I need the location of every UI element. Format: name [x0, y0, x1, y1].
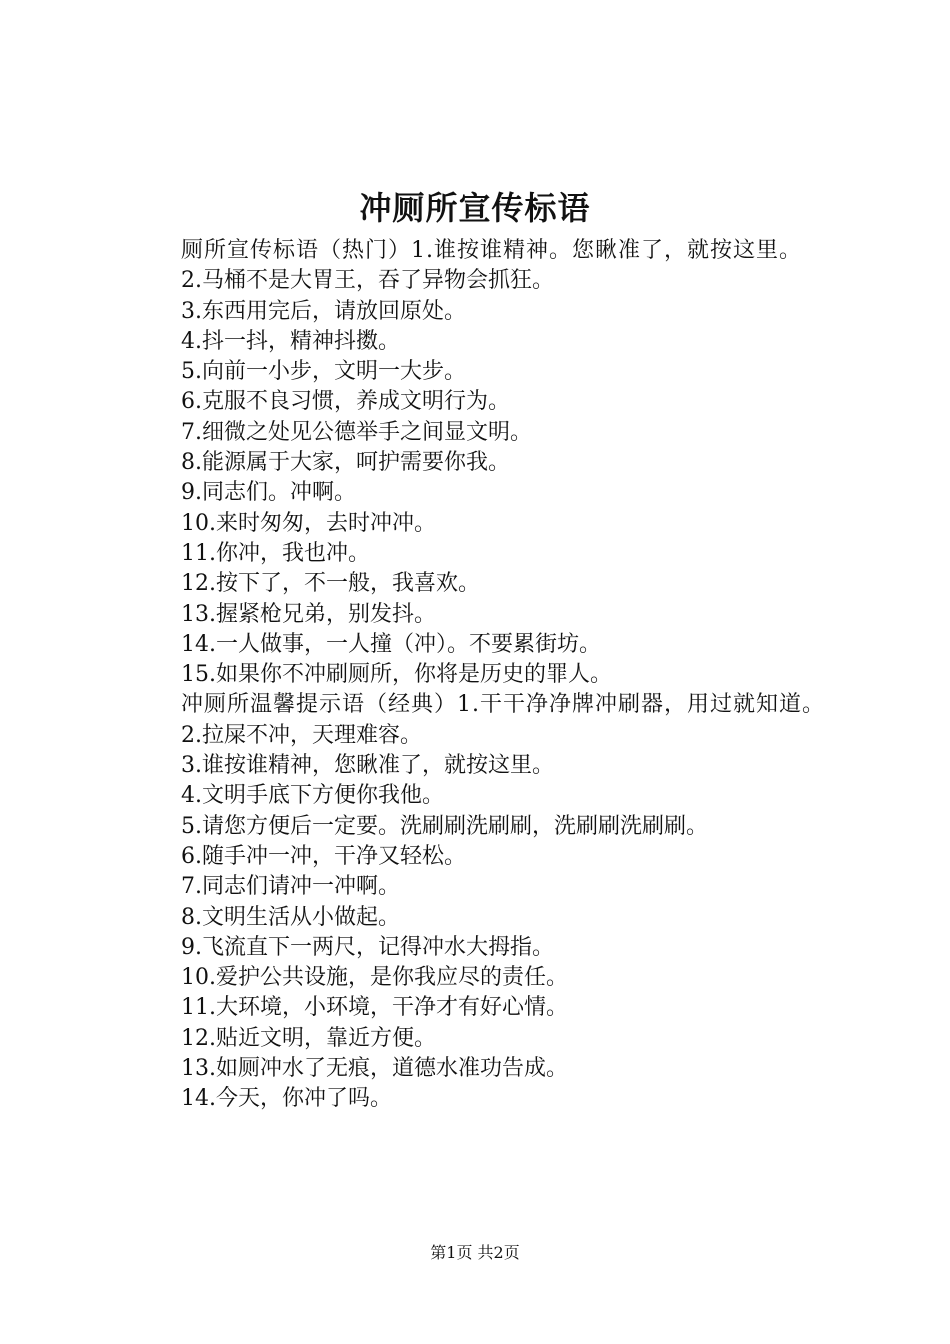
- list-item: 3.谁按谁精神，您瞅准了，就按这里。: [181, 753, 554, 779]
- list-item: 9.同志们。冲啊。: [181, 480, 356, 506]
- list-item: 10.爱护公共设施，是你我应尽的责任。: [181, 965, 568, 991]
- list-item: 2.马桶不是大胃王，吞了异物会抓狂。: [181, 268, 554, 294]
- list-item: 8.能源属于大家，呵护需要你我。: [181, 450, 510, 476]
- list-item: 5.向前一小步，文明一大步。: [181, 359, 466, 385]
- list-item: 7.细微之处见公德举手之间显文明。: [181, 419, 532, 445]
- list-item: 13.握紧枪兄弟，别发抖。: [181, 601, 436, 627]
- list-item: 4.抖一抖，精神抖擞。: [181, 328, 400, 354]
- document-title: 冲厕所宣传标语: [359, 189, 591, 227]
- list-item: 14.今天，你冲了吗。: [181, 1086, 392, 1112]
- list-item: 6.随手冲一冲，干净又轻松。: [181, 843, 466, 869]
- list-item: 14.一人做事，一人撞（冲）。不要累街坊。: [181, 631, 601, 657]
- list-item: 12.贴近文明，靠近方便。: [181, 1025, 436, 1051]
- list-item: 3.东西用完后，请放回原处。: [181, 298, 466, 324]
- list-item: 13.如厕冲水了无痕，道德水准功告成。: [181, 1056, 568, 1082]
- list-item: 6.克服不良习惯，养成文明行为。: [181, 389, 510, 415]
- list-item: 8.文明生活从小做起。: [181, 904, 400, 930]
- list-item: 11.大环境，小环境，干净才有好心情。: [181, 995, 568, 1021]
- document-body: [128, 236, 834, 1115]
- list-item: 7.同志们请冲一冲啊。: [181, 874, 400, 900]
- list-item: 10.来时匆匆，去时冲冲。: [181, 510, 436, 536]
- section-1-list: [128, 266, 834, 690]
- list-item: 12.按下了，不一般，我喜欢。: [181, 571, 480, 597]
- section-1-intro: 厕所宣传标语（热门）1.谁按谁精神。您瞅准了，就按这里。: [181, 238, 802, 263]
- section-2-intro: 冲厕所温馨提示语（经典）1.干干净净牌冲刷器，用过就知道。: [181, 692, 825, 718]
- list-item: 15.如果你不冲刷厕所，你将是历史的罪人。: [181, 662, 612, 688]
- section-2-list: [128, 721, 834, 1115]
- list-item: 2.拉屎不冲，天理难容。: [181, 722, 422, 748]
- list-item: 4.文明手底下方便你我他。: [181, 783, 444, 809]
- list-item: 11.你冲，我也冲。: [181, 540, 370, 566]
- list-item: 5.请您方便后一定要。洗刷刷洗刷刷，洗刷刷洗刷刷。: [181, 813, 708, 839]
- page-footer: 第1页 共2页: [430, 1243, 520, 1262]
- list-item: 9.飞流直下一两尺，记得冲水大拇指。: [181, 934, 554, 960]
